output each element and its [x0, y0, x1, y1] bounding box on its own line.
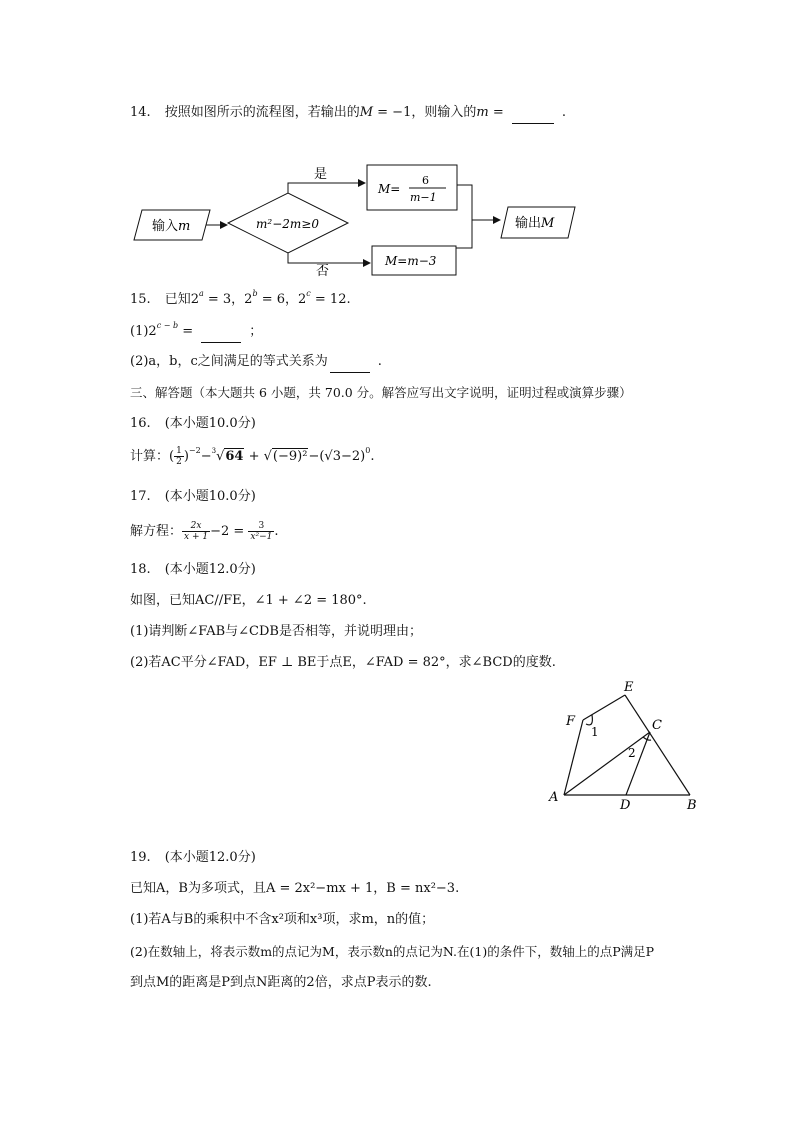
- q15-eq-a: = 3，2: [203, 292, 253, 307]
- flow-yes-num: 6: [422, 174, 429, 187]
- q14-var-M: M: [359, 105, 374, 120]
- q16-sqrt: + √: [244, 449, 272, 464]
- q14-stem: [130, 103, 566, 124]
- flow-yes-label: 是: [314, 167, 328, 182]
- q15-p2-prefix: (2): [130, 354, 149, 369]
- q14-answer-blank[interactable]: [512, 103, 554, 124]
- flow-merge-path: [456, 185, 472, 248]
- q16-cube-root: √: [216, 449, 225, 464]
- q18-line1: 如图，已知AC//FE，∠1 + ∠2 = 180°.: [130, 593, 367, 608]
- flow-input-box: [134, 210, 210, 240]
- q16-radicand1: 64: [225, 449, 244, 464]
- flow-condition-text: m²−2m≥0: [256, 217, 319, 231]
- q17-number: 17.: [130, 489, 151, 504]
- q17-header: [130, 487, 256, 507]
- q14-tail: .: [561, 105, 566, 120]
- svg-text:输出M: [515, 215, 555, 231]
- q17-equation: [130, 521, 279, 542]
- svg-text:输入m: [152, 218, 190, 234]
- seg-EB: [625, 695, 690, 795]
- q19-score: (本小题12.0分): [164, 850, 256, 865]
- q16-expression: [130, 446, 374, 467]
- flow-no-label: 否: [316, 264, 330, 279]
- q15-p2-tail: .: [377, 354, 382, 369]
- q15-eq-c: = 12.: [310, 292, 351, 307]
- section-3-heading: 三、解答题（本大题共 6 小题，共 70.0 分。解答应写出文字说明，证明过程或演算步骤）: [130, 385, 632, 400]
- q16-exp0: 0: [365, 446, 371, 455]
- label-A: A: [549, 790, 559, 805]
- q15-part2: [130, 352, 382, 373]
- q16-minus: −: [200, 449, 212, 464]
- flow-input-var: m: [178, 219, 191, 234]
- q15-p1-prefix: (1)2: [130, 324, 157, 339]
- flow-yes-lhs: M=: [378, 182, 401, 196]
- q17-tail: .: [274, 524, 279, 539]
- q19-line1: 已知A，B为多项式，且A = 2x²−mx + 1，B = nx²−3.: [130, 881, 460, 896]
- q15-sup-c: c: [306, 289, 311, 298]
- q16-number: 16.: [130, 416, 151, 431]
- q14-var-m: m: [476, 105, 489, 120]
- label-angle-2: 2: [628, 746, 636, 760]
- q16-exp1: −2: [188, 446, 201, 455]
- label-angle-1: 1: [591, 725, 599, 739]
- q15-p2-text: a，b，c之间满足的等式关系为: [148, 354, 328, 369]
- q14-eq: = −1: [373, 105, 412, 120]
- q16-tail-expr: −(√3−2): [308, 449, 366, 464]
- q14-number: 14.: [130, 105, 151, 120]
- q17-score: (本小题10.0分): [164, 489, 256, 504]
- q15-p2-blank[interactable]: [330, 352, 370, 373]
- q16-half: $\frac{1}{2}$: [176, 446, 182, 467]
- q19-line3: (2)在数轴上，将表示数m的点记为M，表示数n的点记为N.在(1)的条件下，数轴上的点P满足P: [130, 944, 655, 959]
- q19-number: 19.: [130, 850, 151, 865]
- q18-number: 18.: [130, 562, 151, 577]
- q19-line2: (1)若A与B的乘积中不含x²项和x³项，求m，n的值；: [130, 912, 435, 927]
- q18-line2: (1)请判断∠FAB与∠CDB是否相等，并说明理由；: [130, 624, 422, 639]
- flow-yes-den: m−1: [410, 191, 437, 204]
- flowchart: [130, 160, 590, 285]
- q16-header: [130, 414, 256, 434]
- label-E: E: [624, 680, 634, 695]
- q16-radicand2: (−9)²: [272, 449, 308, 464]
- q14-text-a: 按照如图所示的流程图，若输出的: [164, 105, 360, 120]
- seg-FE: [583, 695, 625, 720]
- seg-AC: [564, 732, 650, 795]
- q16-cube-index: 3: [211, 447, 217, 455]
- q15-p1-tail: ；: [249, 324, 263, 339]
- flow-output-box: [501, 207, 575, 238]
- q15-sup-a: a: [198, 289, 204, 298]
- flow-input-label: 输入: [152, 219, 179, 234]
- q18-line3: (2)若AC平分∠FAD，EF ⊥ BE于点E，∠FAD = 82°，求∠BCD的度数.: [130, 655, 556, 670]
- q15-number: 15.: [130, 292, 151, 307]
- q15-stem: [130, 290, 351, 310]
- flow-output-var: M: [541, 216, 555, 231]
- q19-line4: 到点M的距离是P到点N距离的2倍，求点P表示的数.: [130, 975, 432, 990]
- q14-text-b: ，则输入的: [411, 105, 477, 120]
- flow-no-path: [288, 253, 370, 263]
- label-C: C: [652, 718, 662, 733]
- q16-period: .: [370, 449, 375, 464]
- flow-no-box: [372, 246, 456, 275]
- q16-paren-close: ): [183, 449, 189, 464]
- q16-score: (本小题10.0分): [164, 416, 256, 431]
- q17-label: 解方程：: [130, 524, 183, 539]
- flow-yes-path: [288, 183, 365, 193]
- q15-p1-eq: =: [178, 324, 198, 339]
- q19-header: [130, 848, 256, 868]
- q16-label: 计算：: [130, 449, 170, 464]
- q15-part1: [130, 322, 262, 343]
- flow-yes-box: [367, 165, 457, 210]
- q17-mid: −2 =: [210, 524, 249, 539]
- q15-eq-b: = 6，2: [257, 292, 307, 307]
- flow-output-label: 输出: [515, 216, 542, 231]
- label-F: F: [566, 714, 576, 729]
- q18-header: [130, 560, 256, 580]
- q18-figure: [540, 675, 710, 815]
- q17-frac2: $\frac{3}{\text{x²−1}}$: [250, 521, 273, 542]
- q18-score: (本小题12.0分): [164, 562, 256, 577]
- flow-condition-diamond: [228, 193, 348, 253]
- label-B: B: [687, 798, 697, 813]
- q15-sup-b: b: [252, 289, 258, 298]
- q15-p1-sup: c − b: [156, 321, 179, 330]
- q14-eq2: =: [488, 105, 508, 120]
- q16-paren-open: (: [169, 449, 175, 464]
- label-D: D: [620, 798, 631, 813]
- flow-no-text: M=m−3: [385, 254, 437, 268]
- q17-frac1: $\frac{2x}{x + 1}$: [184, 521, 209, 542]
- q15-text: 已知2: [164, 292, 199, 307]
- q15-p1-blank[interactable]: [201, 322, 241, 343]
